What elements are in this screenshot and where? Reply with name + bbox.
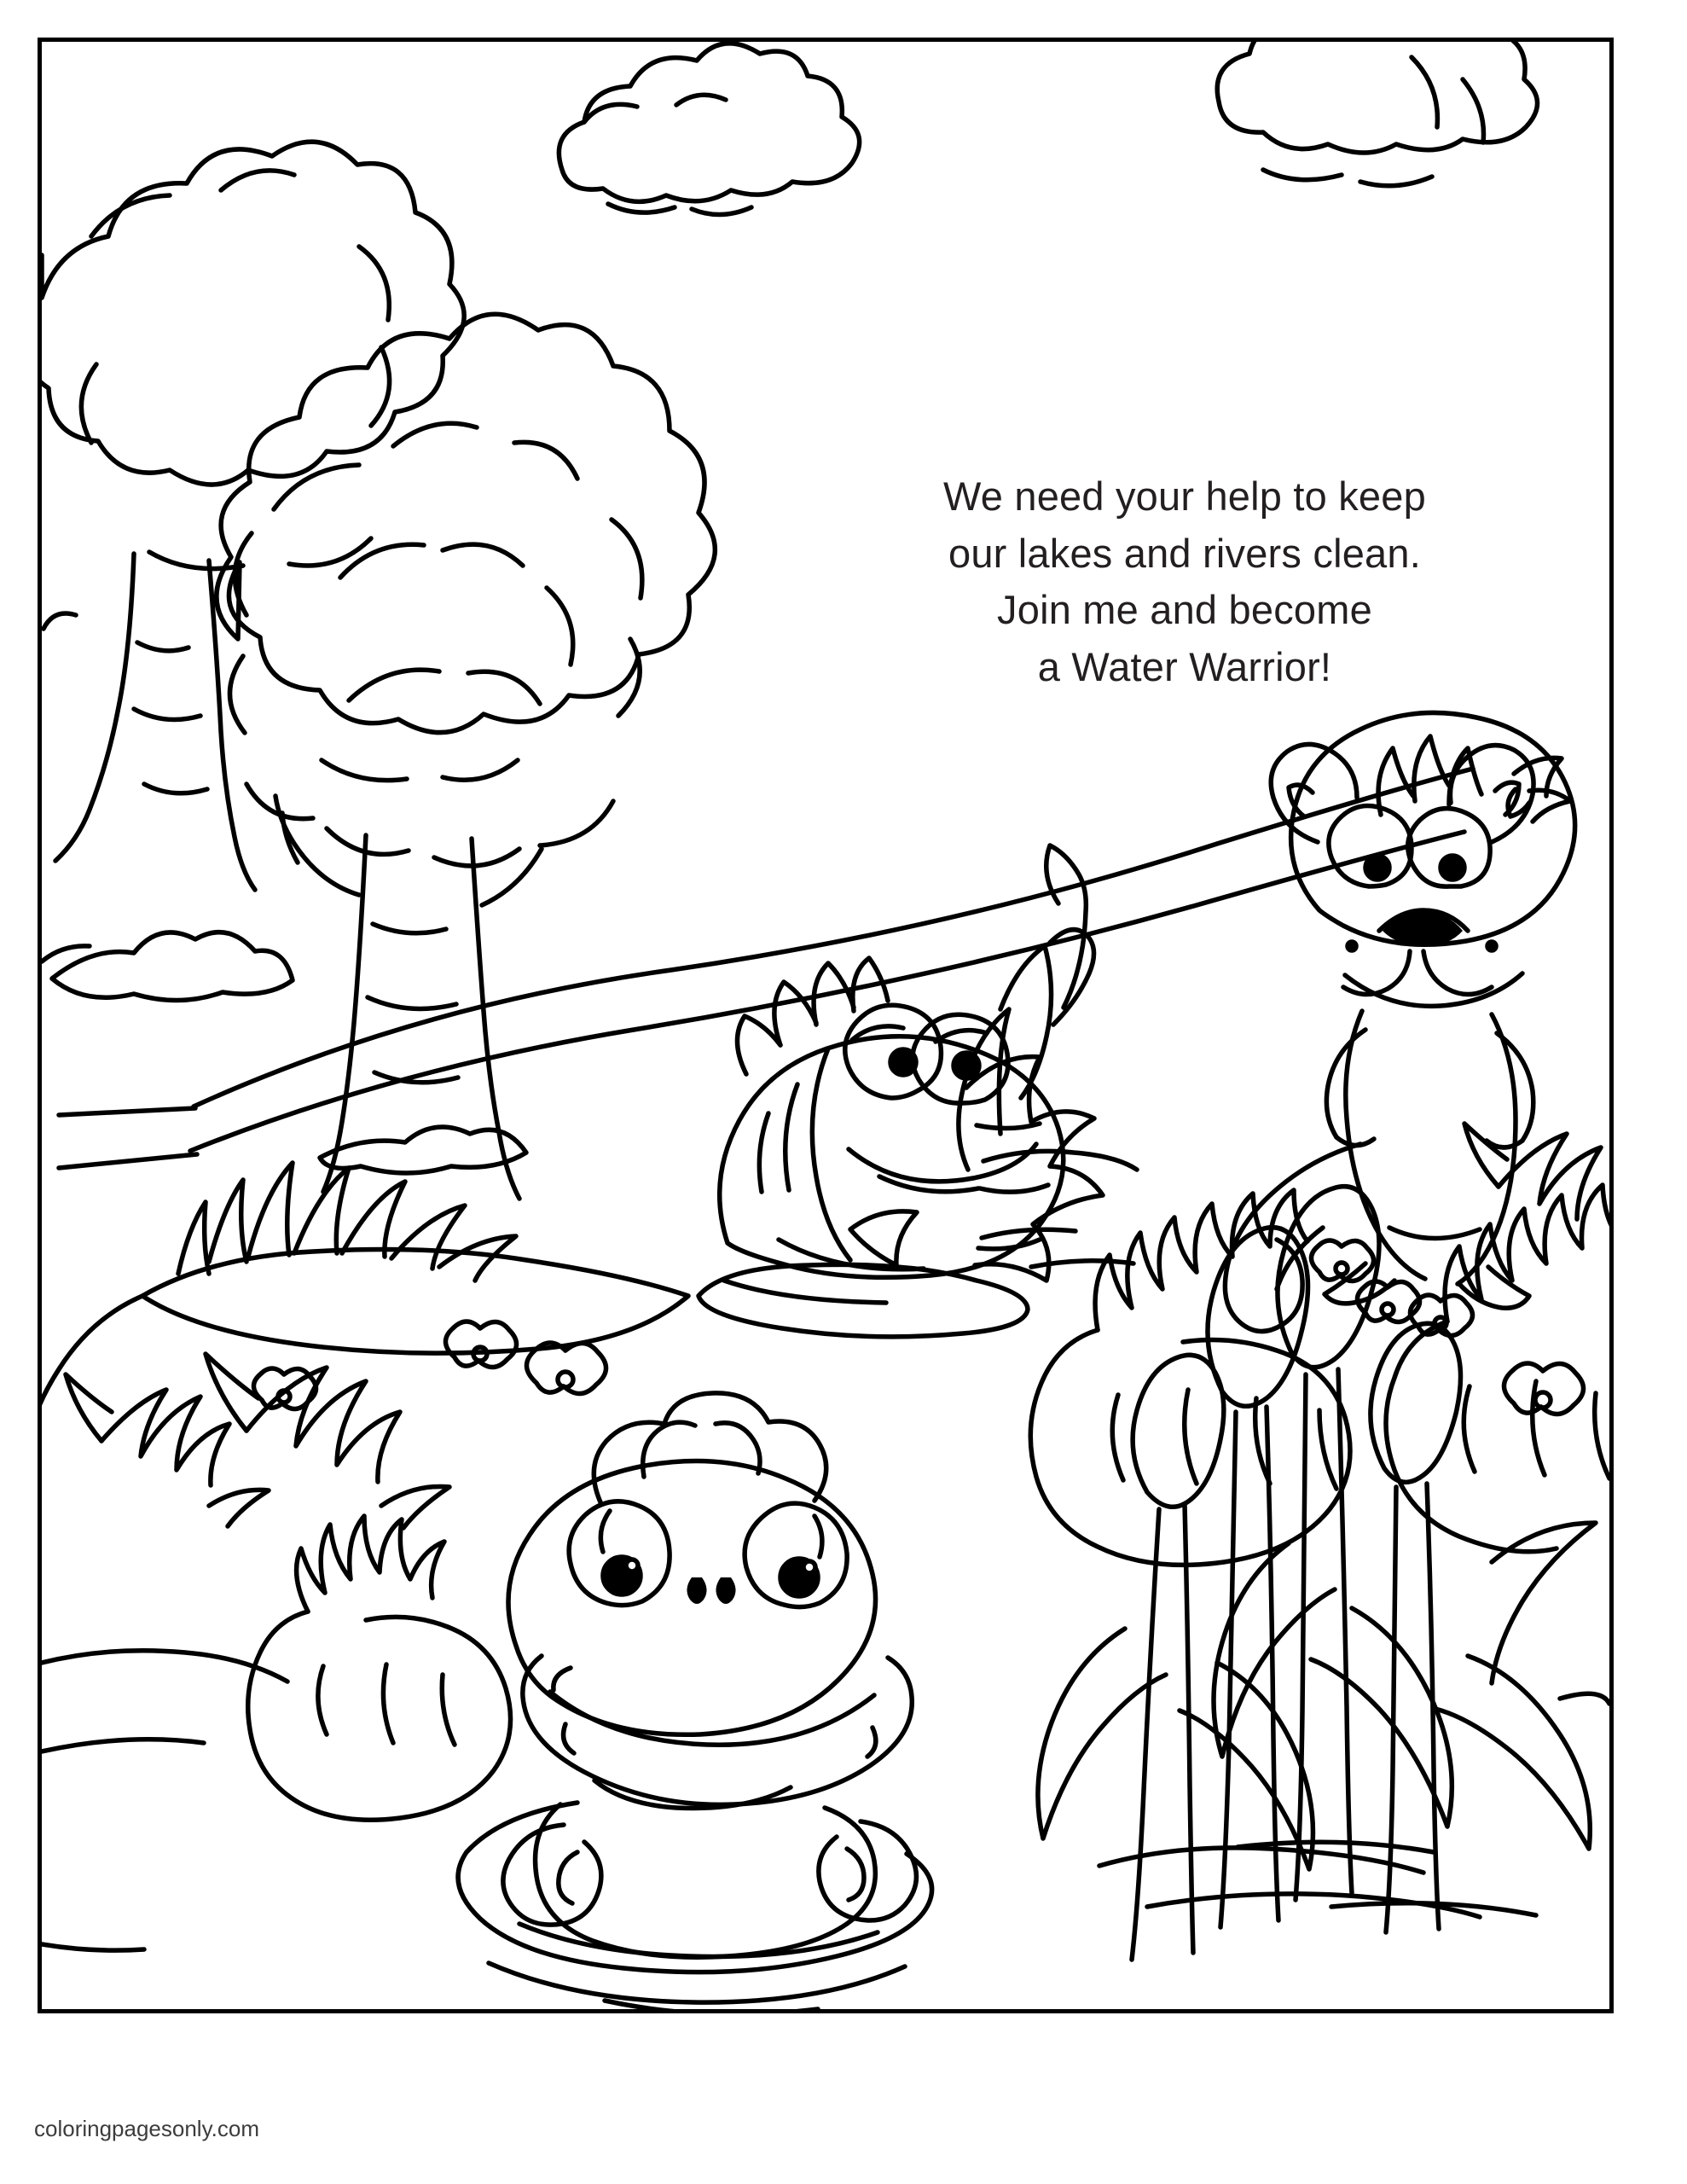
cloud-large <box>1217 42 1537 186</box>
fish-character <box>699 958 1103 1337</box>
caption-line-2: our lakes and rivers clean. <box>948 530 1421 576</box>
caption-line-3: Join me and become <box>997 587 1372 633</box>
grass-tufts <box>42 1163 688 1472</box>
bush-mound-far-right <box>1386 1185 1609 1552</box>
caption-text <box>818 468 1551 696</box>
page-border <box>38 38 1614 2013</box>
grass-tuft-lower-left <box>248 1516 511 1820</box>
coloring-artwork <box>42 42 1609 2009</box>
cloud-small <box>559 44 859 215</box>
caption-line-1: We need your help to keep <box>943 473 1426 519</box>
spiky-plant-right <box>1464 1124 1601 1219</box>
tree-left <box>42 142 464 1000</box>
watermark: coloringpagesonly.com <box>34 2116 259 2141</box>
flowers <box>253 1240 1583 1414</box>
caption-line-4: a Water Warrior! <box>1037 644 1332 690</box>
otter-character <box>1225 712 1574 1331</box>
shore-line-bottom <box>42 1944 144 1950</box>
hill-horizon <box>59 769 1473 1168</box>
frog-character <box>458 1393 932 2009</box>
